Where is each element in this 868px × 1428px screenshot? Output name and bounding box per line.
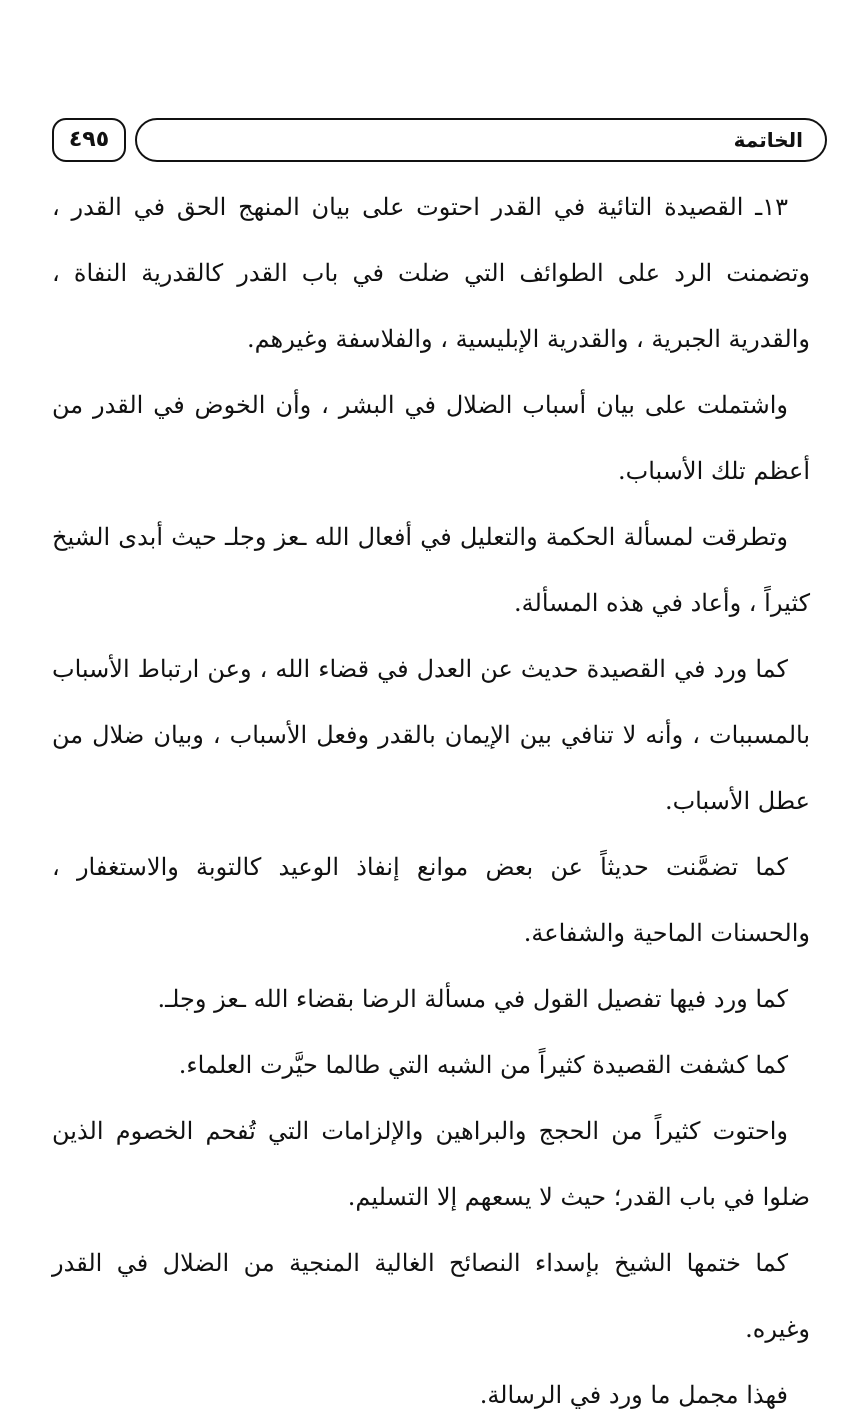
running-title: الخاتمة xyxy=(733,128,803,152)
running-title-frame xyxy=(135,118,827,162)
paragraph-10: فهذا مجمل ما ورد في الرسالة. xyxy=(479,1381,788,1409)
paragraph-7: كما كشفت القصيدة كثيراً من الشبه التي طالما حيَّرت العلماء. xyxy=(178,1051,788,1079)
paragraph-4: كما ورد في القصيدة حديث عن العدل في قضاء الله ، وعن ارتباط الأسباب بالمسببات ، وأنه لا تنافي بين الإيمان بالقدر وفعل الأسباب ، وبيان ضلال من عطل الأسباب. xyxy=(52,655,810,815)
paragraph-8: واحتوت كثيراً من الحجج والبراهين والإلزامات التي تُفحم الخصوم الذين ضلوا في باب القدر؛ حيث لا يسعهم إلا التسليم. xyxy=(52,1117,810,1211)
paragraph-3: وتطرقت لمسألة الحكمة والتعليل في أفعال الله ـعز وجلـ حيث أبدى الشيخ كثيراً ، وأعاد في هذه المسألة. xyxy=(52,523,810,617)
paragraph-1: ١٣ـ القصيدة التائية في القدر احتوت على بيان المنهج الحق في القدر ، وتضمنت الرد على الطوائف التي ضلت في باب القدر كالقدرية النفاة ، والقدرية الجبرية ، والقدرية الإبليسية ، والفلاسفة وغيرهم. xyxy=(52,193,810,353)
paragraph-9: كما ختمها الشيخ بإسداء النصائح الغالية المنجية من الضلال في القدر وغيره. xyxy=(52,1249,810,1343)
paragraph-5: كما تضمَّنت حديثاً عن بعض موانع إنفاذ الوعيد كالتوبة والاستغفار ، والحسنات الماحية والشفاعة. xyxy=(52,853,810,947)
body-text xyxy=(52,174,810,1428)
page-number: ٤٩٥ xyxy=(68,127,110,152)
page-header xyxy=(52,118,827,166)
page-number-frame xyxy=(52,118,126,162)
paragraph-6: كما ورد فيها تفصيل القول في مسألة الرضا بقضاء الله ـعز وجلـ. xyxy=(157,985,788,1013)
paragraph-2: واشتملت على بيان أسباب الضلال في البشر ، وأن الخوض في القدر من أعظم تلك الأسباب. xyxy=(52,391,810,485)
